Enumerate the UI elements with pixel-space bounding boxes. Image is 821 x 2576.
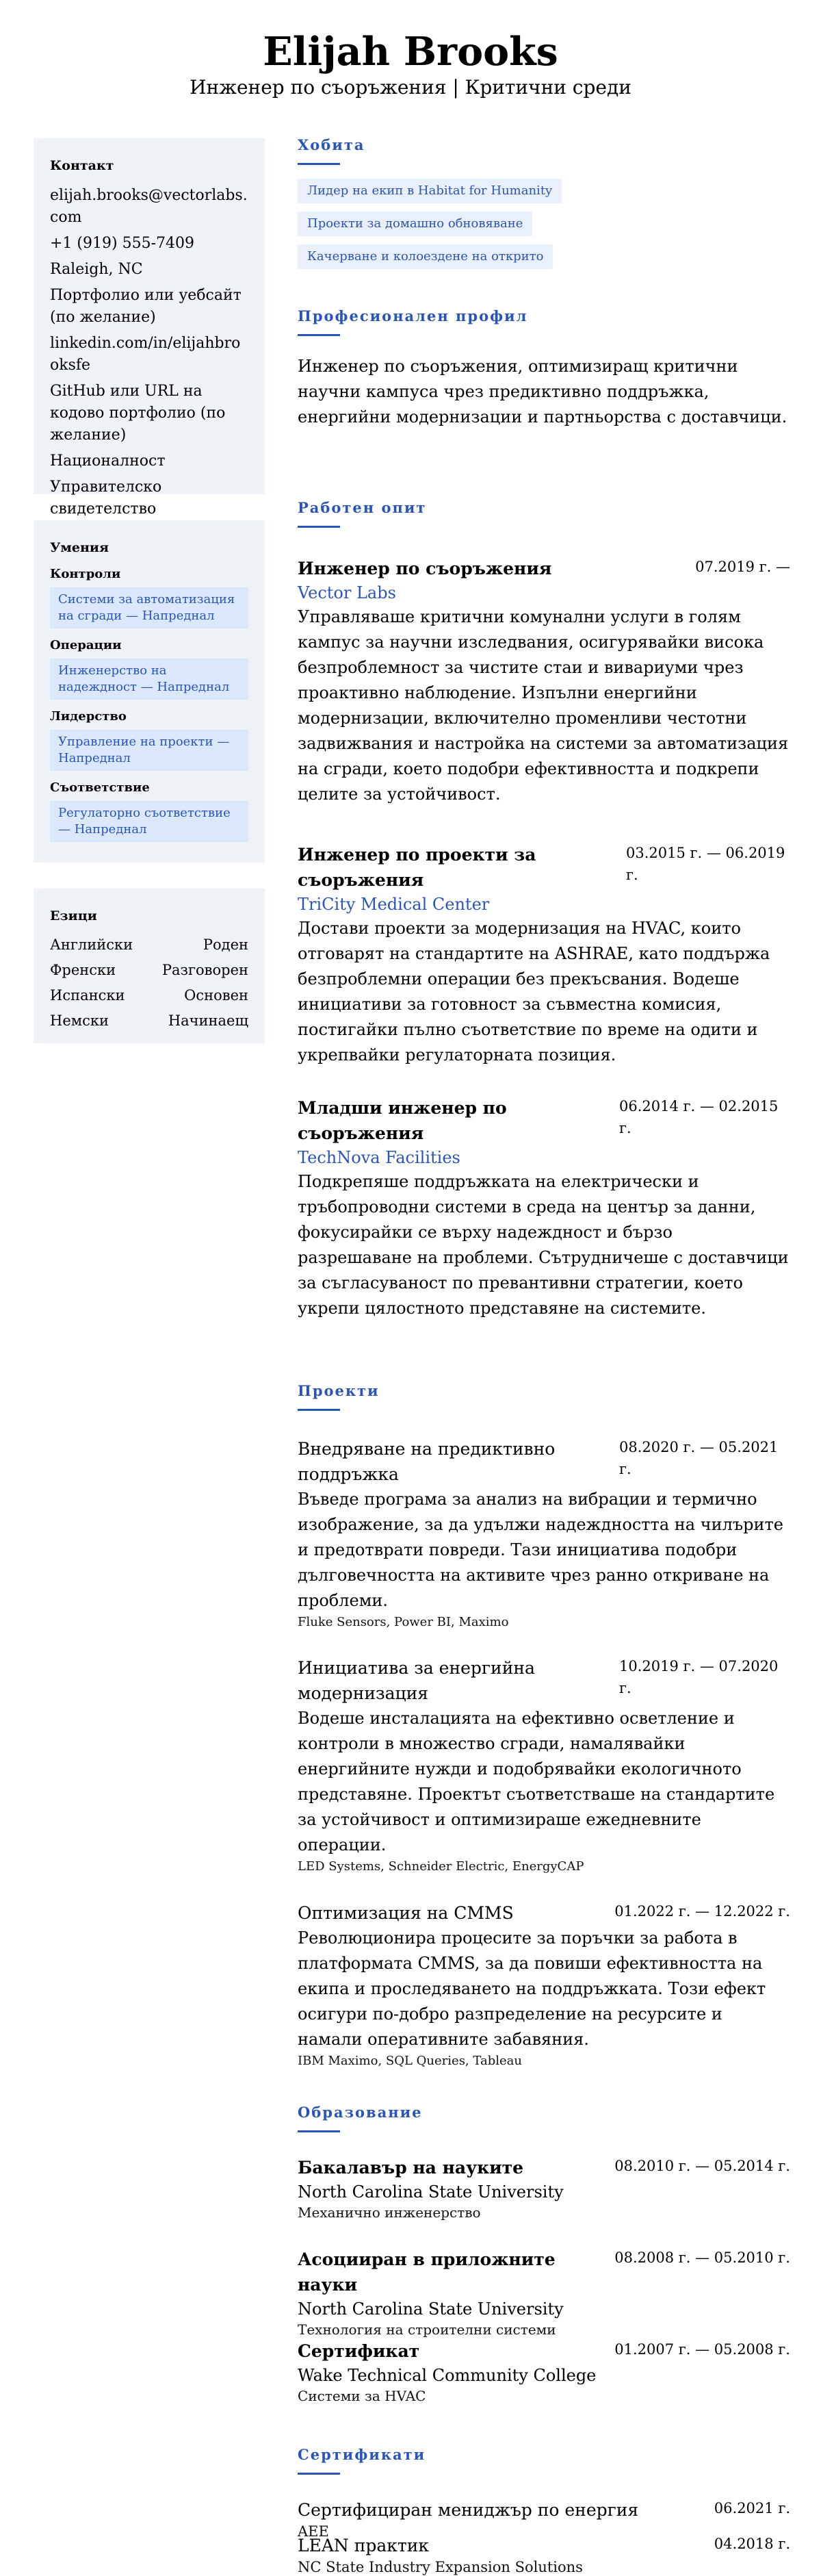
job-dates: 06.2014 г. — 02.2015 г. [619, 1098, 779, 1136]
language-level: Роден [203, 936, 248, 953]
degree: Асоцииран в приложните науки [298, 2249, 556, 2295]
education-section [298, 2103, 790, 2132]
certifications-section [298, 2445, 790, 2475]
contact-linkedin[interactable]: linkedin.com/in/elijahbrooksfe [50, 335, 241, 374]
project-tools: LED Systems, Schneider Electric, EnergyCAP [298, 1859, 584, 1874]
skill-category: Съответствие [50, 780, 150, 795]
skill-tag: Инженерство на надеждност — Напреднал [50, 659, 248, 700]
section-rule [298, 163, 340, 165]
hobby-tag: Лидер на екип в Habitat for Humanity [298, 179, 562, 203]
language-row [50, 960, 248, 980]
project-dates: 08.2020 г. — 05.2021 г. [619, 1439, 779, 1477]
education-title: Образование [298, 2104, 423, 2121]
skills-box [34, 520, 265, 863]
section-rule [298, 334, 340, 336]
section-rule [298, 526, 340, 528]
skill-category: Контроли [50, 567, 121, 581]
job-company: TriCity Medical Center [298, 895, 490, 914]
skill-category: Лидерство [50, 709, 127, 724]
degree: Бакалавър на науките [298, 2158, 524, 2178]
job-dates: 07.2019 г. — [695, 559, 790, 575]
project-description: Революционира процесите за поръчки за работа в платформата CMMS, за да повиши ефективността на екипа и проследяването на поддръжката. Този ефект осигури по-добро разпределение на ресурсите и намали оперативните забавяния. [298, 1928, 766, 2049]
contact-title: Контакт [50, 158, 114, 173]
education-item [298, 2247, 790, 2338]
section-rule [298, 1409, 340, 1411]
skill-tag: Системи за автоматизация на сгради — Напреднал [50, 587, 248, 628]
hobbies-title: Хобита [298, 136, 365, 153]
experience-title: Работен опит [298, 499, 427, 516]
project-dates: 01.2022 г. — 12.2022 г. [614, 1903, 790, 1920]
certification-item [298, 2533, 790, 2576]
profile-title: Професионален профил [298, 307, 528, 324]
language-name: Английски [50, 936, 133, 953]
contact-github: GitHub или URL на кодово портфолио (по желание) [50, 383, 226, 444]
languages-box [34, 889, 265, 1043]
project-name: Инициатива за енергийна модернизация [298, 1658, 535, 1703]
education-item [298, 2155, 790, 2221]
language-name: Немски [50, 1012, 109, 1029]
job-dates: 03.2015 г. — 06.2019 г. [626, 845, 785, 883]
field-of-study: Механично инженерство [298, 2204, 481, 2221]
project-tools: IBM Maximo, SQL Queries, Tableau [298, 2054, 522, 2068]
language-row [50, 935, 248, 954]
education-dates: 08.2010 г. — 05.2014 г. [614, 2158, 790, 2174]
skill-tag: Регулаторно съответствие — Напреднал [50, 801, 248, 842]
skill-tag: Управление на проекти — Напреднал [50, 730, 248, 771]
profile-text: Инженер по съоръжения, оптимизиращ критични научни кампуса чрез предиктивно поддръжка, енергийни модернизации и партньорства с доставчици. [298, 357, 787, 426]
school: North Carolina State University [298, 2299, 564, 2319]
job-company: TechNova Facilities [298, 1148, 460, 1167]
project-item [298, 1900, 790, 2070]
certifications-title: Сертификати [298, 2446, 426, 2463]
certification-name: Сертифициран мениджър по енергия [298, 2500, 639, 2520]
projects-title: Проекти [298, 1382, 380, 1399]
job-company: Vector Labs [298, 583, 396, 602]
contact-nationality: Националност [50, 452, 166, 470]
field-of-study: Технология на строителни системи [298, 2321, 556, 2338]
experience-item [298, 1095, 790, 1321]
contact-work-permit: Управителско свидетелство [50, 479, 162, 518]
candidate-name: Elijah Brooks [263, 29, 558, 75]
hobbies-section [298, 136, 790, 277]
language-level: Основен [184, 987, 248, 1004]
profile-section [298, 307, 790, 430]
job-role: Инженер по съоръжения [298, 559, 552, 578]
project-description: Въведе програма за анализ на вибрации и термично изображение, за да удължи надеждността на чилърите и предотврати повреди. Тази инициатива подобри дълговечността на активите чрез ранно откриване на проблеми. [298, 1490, 783, 1610]
school: Wake Technical Community College [298, 2366, 597, 2385]
education-item [298, 2338, 790, 2405]
project-item [298, 1655, 790, 1876]
job-description: Достави проекти за модернизация на HVAC, които отговарят на стандартите на ASHRAE, като поддържа безпроблемни операции без прекъсвания. Водеше инициативи за готовност за съвместна комисия, постигайки пълно съответствие по време на одити и укрепвайки регулаторната позиция. [298, 919, 770, 1064]
education-dates: 08.2008 г. — 05.2010 г. [614, 2249, 790, 2266]
experience-item [298, 842, 790, 1068]
school: North Carolina State University [298, 2182, 564, 2202]
language-name: Френски [50, 962, 116, 978]
skills-title: Умения [50, 540, 109, 555]
hobby-tag: Проекти за домашно обновяване [298, 212, 532, 236]
contact-box [34, 138, 265, 518]
candidate-subtitle: Инженер по съоръжения | Критични среди [190, 76, 631, 99]
language-level: Начинаещ [168, 1012, 248, 1029]
section-rule [298, 2130, 340, 2132]
certification-date: 06.2021 г. [714, 2500, 790, 2516]
contact-phone[interactable]: +1 (919) 555-7409 [50, 235, 194, 252]
projects-section [298, 1381, 790, 1411]
certification-issuer: AEE [298, 2523, 329, 2540]
contact-location: Raleigh, NC [50, 261, 143, 278]
job-description: Подкрепяше поддръжката на електрически и тръбопроводни системи в среда на център за данни, фокусирайки се върху надеждност и бързо разрешаване на проблеми. Сътрудничеше с доставчици за съгласуваност по превантивни стратегии, което укрепи цялостното представяне на системите. [298, 1172, 789, 1318]
languages-title: Езици [50, 908, 97, 923]
project-name: Оптимизация на CMMS [298, 1903, 514, 1923]
certification-name: LEAN практик [298, 2536, 430, 2555]
job-role: Младши инженер по съоръжения [298, 1098, 507, 1143]
project-name: Внедряване на предиктивно поддръжка [298, 1439, 556, 1484]
project-tools: Fluke Sensors, Power BI, Maximo [298, 1615, 509, 1629]
contact-portfolio: Портфолио или уебсайт (по желание) [50, 287, 242, 326]
job-description: Управляваше критични комунални услуги в голям кампус за научни изследвания, осигурявайки висока безпроблемност за чистите стаи и вивариуми чрез проактивно наблюдение. Изпълни енергийни модернизации, включително променливи честотни задвижвания и настройка на системи за автоматизация на сгради, което подобри ефективността и подкрепи целите за устойчивост. [298, 607, 789, 804]
language-row [50, 986, 248, 1005]
language-name: Испански [50, 987, 125, 1004]
language-level: Разговорен [161, 962, 248, 978]
job-role: Инженер по проекти за съоръжения [298, 845, 536, 890]
language-row [50, 1011, 248, 1030]
hobby-tag: Качерване и колоездене на открито [298, 244, 553, 269]
experience-section [298, 498, 790, 528]
project-item [298, 1436, 790, 1631]
project-description: Водеше инсталацията на ефективно осветление и контроли в множество сгради, намалявайки енергийните нужди и подобрявайки екологичното представяне. Проектът съответстваше на стандартите за устойчивост и оптимизираше ежедневните операции. [298, 1709, 775, 1854]
experience-item [298, 556, 790, 807]
contact-email[interactable]: elijah.brooks@vectorlabs.com [50, 187, 248, 226]
project-dates: 10.2019 г. — 07.2020 г. [619, 1658, 779, 1696]
certification-issuer: NC State Industry Expansion Solutions [298, 2559, 583, 2575]
section-rule [298, 2473, 340, 2475]
education-dates: 01.2007 г. — 05.2008 г. [614, 2341, 790, 2358]
certification-date: 04.2018 г. [714, 2536, 790, 2552]
field-of-study: Системи за HVAC [298, 2388, 426, 2404]
skill-category: Операции [50, 638, 122, 652]
degree: Сертификат [298, 2341, 420, 2361]
